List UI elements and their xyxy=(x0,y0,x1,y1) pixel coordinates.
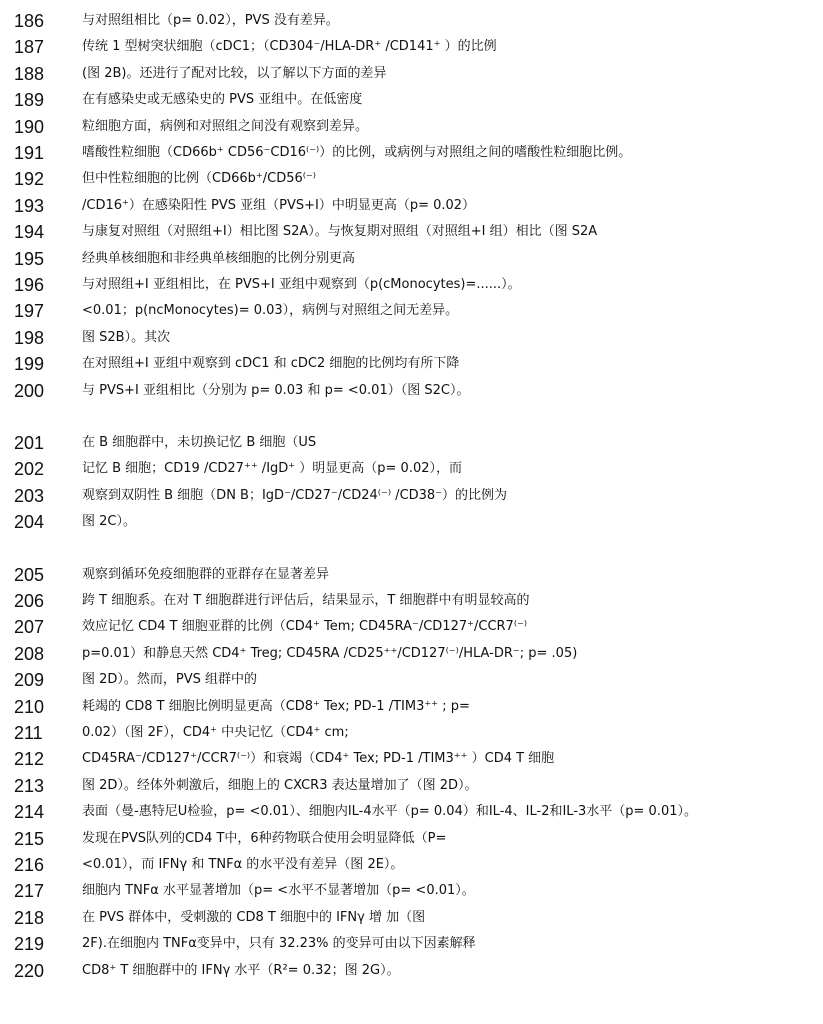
line-text: 与对照组+I 亚组相比，在 PVS+I 亚组中观察到（p(cMonocytes)=......）。 xyxy=(82,277,521,292)
text-line xyxy=(0,852,823,878)
text-line xyxy=(0,193,823,219)
line-number: 204 xyxy=(14,512,45,533)
line-text: 经典单核细胞和非经典单核细胞的比例分别更高 xyxy=(82,250,356,266)
line-number: 219 xyxy=(14,934,45,955)
line-text: 记忆 B 细胞；CD19 /CD27⁺⁺ /IgD⁺ ）明显更高（p= 0.02），而 xyxy=(82,461,463,477)
text-line xyxy=(0,562,823,588)
text-line xyxy=(0,878,823,904)
text-line xyxy=(0,456,823,482)
line-number: 199 xyxy=(14,354,45,375)
text-line xyxy=(0,325,823,351)
line-number: 197 xyxy=(14,301,45,322)
text-line xyxy=(0,166,823,192)
line-number: 200 xyxy=(14,380,45,401)
line-number: 194 xyxy=(14,222,45,243)
line-number: 214 xyxy=(14,802,45,823)
line-text: 嗜酸性粒细胞（CD66b⁺ CD56⁻CD16⁽⁻⁾）的比例，或病例与对照组之间的嗜酸性粒细胞比例。 xyxy=(82,145,632,160)
line-text: 在 PVS 群体中，受刺激的 CD8 T 细胞中的 IFNγ 增 加（图 xyxy=(82,909,426,925)
text-line xyxy=(0,905,823,931)
line-text: p=0.01）和静息天然 CD4⁺ Treg; CD45RA /CD25⁺⁺/CD127⁽⁻⁾/HLA-DR⁻; p= .05) xyxy=(82,645,578,661)
line-text: 耗竭的 CD8 T 细胞比例明显更高（CD8⁺ Tex; PD-1 /TIM3⁺⁺ ; p= xyxy=(82,698,470,714)
line-number: 211 xyxy=(14,723,43,743)
line-number: 201 xyxy=(14,433,45,453)
text-line xyxy=(0,351,823,377)
line-number: 218 xyxy=(14,907,45,928)
line-number: 206 xyxy=(14,591,45,611)
text-line xyxy=(0,826,823,852)
line-text: 传统 1 型树突状细胞（cDC1；（CD304⁻/HLA-DR⁺ /CD141⁺ ）的比例 xyxy=(82,39,497,55)
text-line xyxy=(0,667,823,693)
line-number: 213 xyxy=(14,775,45,796)
line-number: 210 xyxy=(14,696,45,717)
text-line xyxy=(0,140,823,166)
line-number: 202 xyxy=(14,459,45,480)
line-text: /CD16⁺）在感染阳性 PVS 亚组（PVS+I）中明显更高（p= 0.02） xyxy=(82,197,476,213)
line-number: 216 xyxy=(14,855,45,875)
text-line xyxy=(0,746,823,772)
line-number: 209 xyxy=(14,670,45,691)
line-text: 图 2D）。然而，PVS 组群中的 xyxy=(82,672,258,688)
line-text: 0.02）（图 2F），CD4⁺ 中央记忆（CD4⁺ cm; xyxy=(82,725,349,740)
text-line xyxy=(0,87,823,113)
text-line xyxy=(0,614,823,640)
text-line xyxy=(0,931,823,957)
line-text: 观察到双阴性 B 细胞（DN B；IgD⁻/CD27⁻/CD24⁽⁻⁾ /CD38⁻）的比例为 xyxy=(82,487,508,503)
line-text: 跨 T 细胞系。在对 T 细胞群进行评估后，结果显示，T 细胞群中有明显较高的 xyxy=(82,593,530,608)
line-text: (图 2B)。还进行了配对比较，以了解以下方面的差异 xyxy=(82,65,387,81)
line-number: 186 xyxy=(14,11,45,31)
text-line xyxy=(0,298,823,324)
text-line xyxy=(0,641,823,667)
line-number: 188 xyxy=(14,63,45,84)
line-text: 在有感染史或无感染史的 PVS 亚组中。在低密度 xyxy=(82,92,363,108)
line-text: 效应记忆 CD4 T 细胞亚群的比例（CD4⁺ Tem; CD45RA⁻/CD127⁺/CCR7⁽⁻⁾ xyxy=(82,619,528,635)
line-number: 198 xyxy=(14,327,45,348)
line-text: 与 PVS+I 亚组相比（分别为 p= 0.03 和 p= <0.01）（图 S2C）。 xyxy=(82,382,470,398)
line-number: 208 xyxy=(14,643,45,664)
line-text: 2F).在细胞内 TNFα变异中，只有 32.23% 的变异可由以下因素解释 xyxy=(82,936,476,952)
line-text: 细胞内 TNFα 水平显著增加（p= <水平不显著增加（p= <0.01）。 xyxy=(82,883,475,899)
text-line xyxy=(0,773,823,799)
line-text: 但中性粒细胞的比例（CD66b⁺/CD56⁽⁻⁾ xyxy=(82,171,317,187)
line-number: 193 xyxy=(14,195,45,216)
line-text: CD45RA⁻/CD127⁺/CCR7⁽⁻⁾）和衰竭（CD4⁺ Tex; PD-1 /TIM3⁺⁺ ）CD4 T 细胞 xyxy=(82,751,555,767)
text-line xyxy=(0,219,823,245)
line-text: 在 B 细胞群中，未切换记忆 B 细胞（US xyxy=(82,435,317,450)
line-number: 212 xyxy=(14,749,45,770)
line-text: CD8⁺ T 细胞群中的 IFNγ 水平（R²= 0.32；图 2G）。 xyxy=(82,962,400,978)
line-number: 220 xyxy=(14,960,45,981)
text-line xyxy=(0,378,823,404)
line-number: 207 xyxy=(14,617,45,638)
line-text: <0.01；p(ncMonocytes)= 0.03），病例与对照组之间无差异。 xyxy=(82,303,459,319)
line-text: 与康复对照组（对照组+I）相比图 S2A）。与恢复期对照组（对照组+I 组）相比（图 S2A xyxy=(82,224,598,240)
text-line xyxy=(0,272,823,298)
line-text: 表面（曼-惠特尼U检验，p= <0.01）、细胞内IL-4水平（p= 0.04）和IL-4、IL-2和IL-3水平（p= 0.01）。 xyxy=(82,804,698,820)
line-number: 205 xyxy=(14,564,45,585)
line-text: 与对照组相比（p= 0.02），PVS 没有差异。 xyxy=(82,13,339,28)
text-line xyxy=(0,483,823,509)
line-text: 发现在PVS队列的CD4 T中，6种药物联合使用会明显降低（P= xyxy=(82,830,447,846)
line-number: 203 xyxy=(14,485,45,506)
line-number: 187 xyxy=(14,37,45,58)
line-number: 215 xyxy=(14,828,45,849)
line-text: 观察到循环免疫细胞群的亚群存在显著差异 xyxy=(82,566,330,582)
text-line xyxy=(0,799,823,825)
text-line xyxy=(0,588,823,614)
text-line xyxy=(0,34,823,60)
line-text: <0.01），而 IFNγ 和 TNFα 的水平没有差异（图 2E）。 xyxy=(82,857,404,872)
text-line xyxy=(0,958,823,984)
line-text: 在对照组+I 亚组中观察到 cDC1 和 cDC2 细胞的比例均有所下降 xyxy=(82,356,460,372)
line-number: 217 xyxy=(14,881,45,902)
text-line xyxy=(0,246,823,272)
line-number: 192 xyxy=(14,169,45,190)
text-line xyxy=(0,114,823,140)
line-number: 189 xyxy=(14,90,45,111)
text-line xyxy=(0,430,823,456)
text-line xyxy=(0,61,823,87)
text-line xyxy=(0,509,823,535)
line-number: 195 xyxy=(14,248,45,269)
text-line xyxy=(0,8,823,34)
line-number: 190 xyxy=(14,116,45,137)
line-text: 图 2D）。经体外刺激后，细胞上的 CXCR3 表达量增加了（图 2D）。 xyxy=(82,777,478,793)
line-number: 196 xyxy=(14,275,45,295)
line-text: 图 2C）。 xyxy=(82,514,136,530)
line-number: 191 xyxy=(14,143,45,163)
line-text: 图 S2B）。其次 xyxy=(82,329,171,345)
text-line xyxy=(0,720,823,746)
line-text: 粒细胞方面，病例和对照组之间没有观察到差异。 xyxy=(82,118,369,134)
text-line xyxy=(0,694,823,720)
